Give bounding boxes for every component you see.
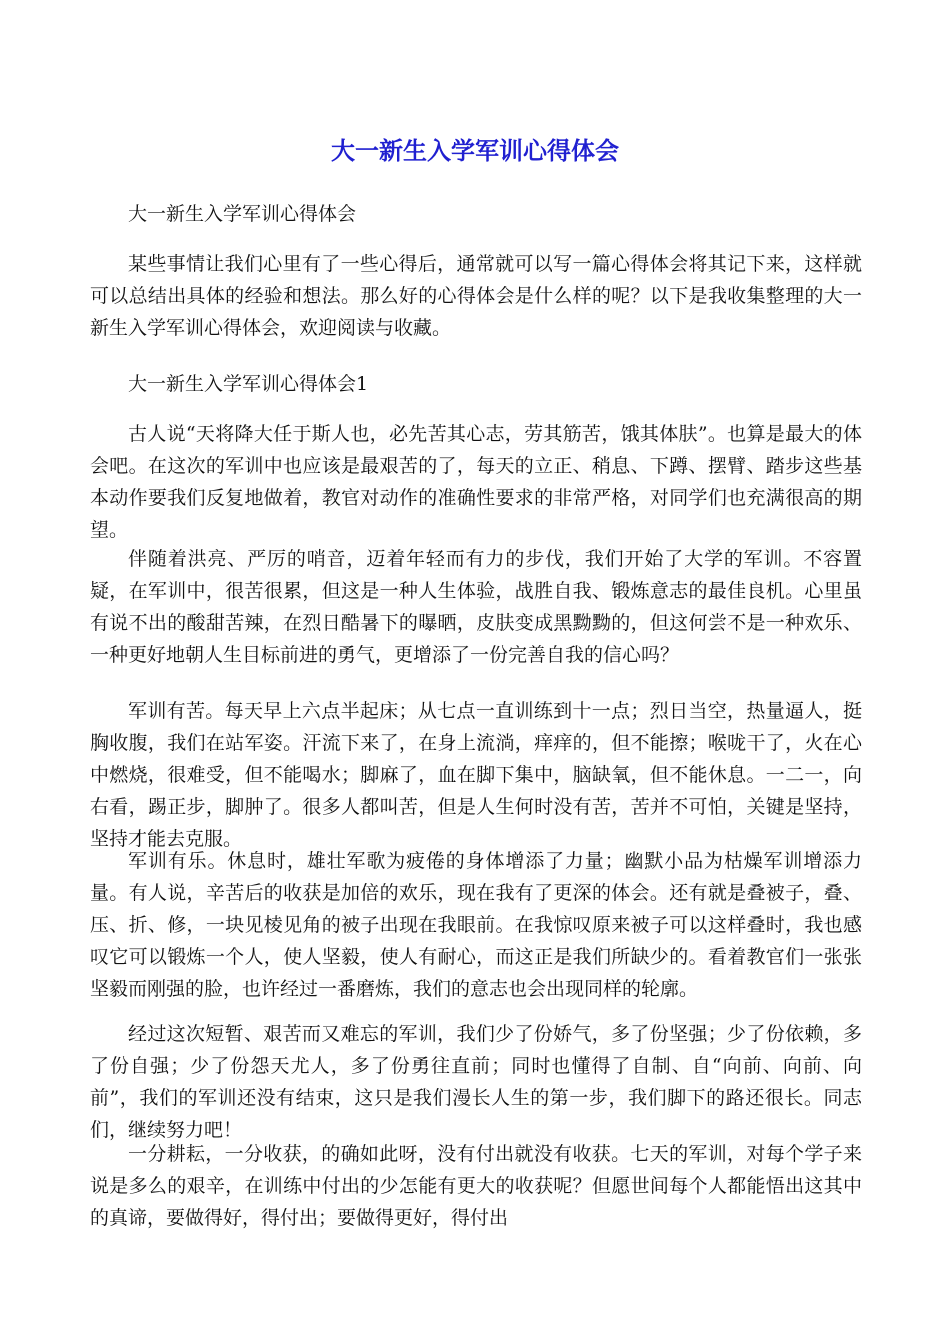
paragraph-block-1: [90, 418, 862, 546]
intro-paragraph: 某些事情让我们心里有了一些心得后，通常就可以写一篇心得体会将其记下来，这样就可以总结出具体的经验和想法。那么好的心得体会是什么样的呢？以下是我收集整理的大一新生入学军训心得体会，欢迎阅读与收藏。: [90, 253, 862, 339]
body-paragraph: 一分耕耘，一分收获，的确如此呀，没有付出就没有收获。七天的军训，对每个学子来说是多么的艰辛，在训练中付出的少怎能有更大的收获呢？但愿世间每个人都能悟出这其中的真谛，要做得好，得付出；要做得更好，得付出: [90, 1143, 862, 1229]
subtitle-paragraph: 大一新生入学军训心得体会: [128, 203, 357, 225]
paragraph-block-2: [90, 543, 862, 671]
paragraph-block-6: [90, 1138, 862, 1234]
body-paragraph: 军训有乐。休息时，雄壮军歌为疲倦的身体增添了力量；幽默小品为枯燥军训增添力量。有人说，辛苦后的收获是加倍的欢乐，现在我有了更深的体会。还有就是叠被子，叠、压、折、修，一块见棱见角的被子出现在我眼前。在我惊叹原来被子可以这样叠时，我也感叹它可以锻炼一个人，使人坚毅，使人有耐心，而这正是我们所缺少的。看着教官们一张张坚毅而刚强的脸，也许经过一番磨炼，我们的意志也会出现同样的轮廓。: [90, 850, 862, 1000]
body-paragraph: 伴随着洪亮、严厉的哨音，迈着年轻而有力的步伐，我们开始了大学的军训。不容置疑，在军训中，很苦很累，但这是一种人生体验，战胜自我、锻炼意志的最佳良机。心里虽有说不出的酸甜苦辣，在烈日酷暑下的曝晒，皮肤变成黑黝黝的，但这何尝不是一种欢乐、一种更好地朝人生目标前进的勇气，更增添了一份完善自我的信心吗？: [90, 548, 862, 666]
intro-block: [90, 248, 862, 344]
paragraph-block-5: [90, 1018, 862, 1146]
body-paragraph: 古人说“天将降大任于斯人也，必先苦其心志，劳其筋苦，饿其体肤”。也算是最大的体会吧。在这次的军训中也应该是最艰苦的了，每天的立正、稍息、下蹲、摆臂、踏步这些基本动作要我们反复地做着，教官对动作的准确性要求的非常严格，对同学们也充满很高的期望。: [90, 423, 862, 541]
document-title: 大一新生入学军训心得体会: [331, 137, 619, 165]
section-heading: 大一新生入学军训心得体会1: [128, 373, 369, 395]
paragraph-block-3: [90, 695, 862, 855]
body-paragraph: 经过这次短暂、艰苦而又难忘的军训，我们少了份娇气，多了份坚强；少了份依赖，多了份自强；少了份怨天尤人，多了份勇往直前；同时也懂得了自制、自“向前、向前、向前”，我们的军训还没有结束，这只是我们漫长人生的第一步，我们脚下的路还很长。同志们，继续努力吧！: [90, 1023, 862, 1141]
body-paragraph: 军训有苦。每天早上六点半起床；从七点一直训练到十一点；烈日当空，热量逼人，挺胸收腹，我们在站军姿。汗流下来了，在身上流淌，痒痒的，但不能擦；喉咙干了，火在心中燃烧，很难受，但不能喝水；脚麻了，血在脚下集中，脑缺氧，但不能休息。一二一，向右看，踢正步，脚肿了。很多人都叫苦，但是人生何时没有苦，苦并不可怕，关键是坚持，坚持才能去克服。: [90, 700, 862, 850]
section-heading-block: [90, 368, 862, 400]
paragraph-block-4: [90, 845, 862, 1005]
